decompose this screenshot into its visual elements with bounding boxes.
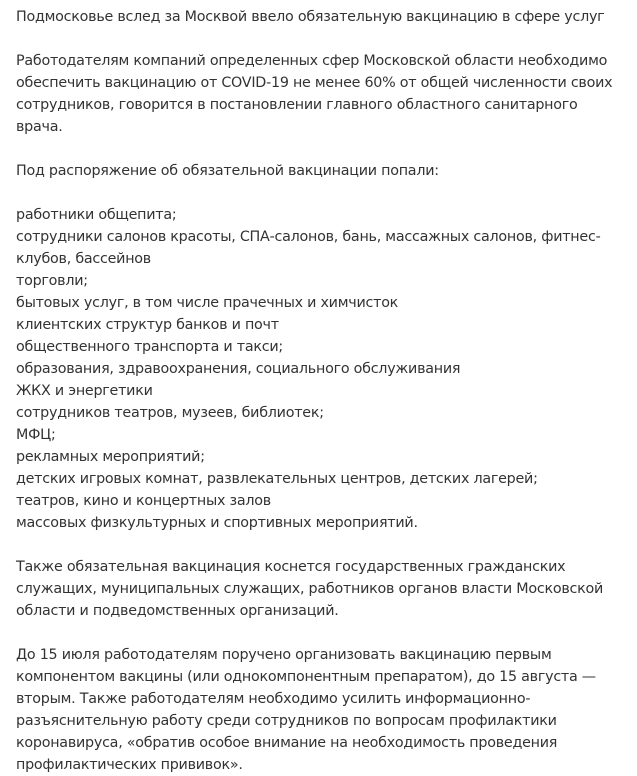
list-item: рекламных мероприятий; bbox=[16, 449, 205, 465]
list-item: образования, здравоохранения, социального обслуживания bbox=[16, 361, 461, 377]
list-item: клиентских структур банков и почт bbox=[16, 317, 279, 333]
list-item: работники общепита; bbox=[16, 207, 177, 223]
officials-paragraph: Также обязательная вакцинация коснется государственных гражданских служащих, муниципальных служащих, работников органов власти Московской области и подведомственных организаций. bbox=[16, 559, 604, 619]
list-item: детских игровых комнат, развлекательных центров, детских лагерей; bbox=[16, 471, 538, 487]
list-item: общественного транспорта и такси; bbox=[16, 339, 283, 355]
list-item: бытовых услуг, в том числе прачечных и химчисток bbox=[16, 295, 399, 311]
list-item: МФЦ; bbox=[16, 427, 56, 443]
vaccination-sectors-list bbox=[16, 204, 621, 534]
article-title: Подмосковье вслед за Москвой ввело обязательную вакцинацию в сфере услуг bbox=[16, 9, 605, 25]
intro-paragraph: Работодателям компаний определенных сфер Московской области необходимо обеспечить вакцинацию от COVID-19 не менее 60% от общей численности своих сотрудников, говорится в постановлении главного областного санитарного врача. bbox=[16, 53, 613, 135]
list-item: ЖКХ и энергетики bbox=[16, 383, 153, 399]
list-item: массовых физкультурных и спортивных мероприятий. bbox=[16, 515, 418, 531]
list-item: сотрудники салонов красоты, СПА-салонов, бань, массажных салонов, фитнес-клубов, бассейнов bbox=[16, 229, 601, 267]
list-item: театров, кино и концертных залов bbox=[16, 493, 271, 509]
deadline-paragraph: До 15 июля работодателям поручено организовать вакцинацию первым компонентом вакцины (или однокомпонентным препаратом), до 15 августа — вторым. Также работодателям необходимо усилить информационно-разъяснительную работу среди сотрудников по вопросам профилактики коронавируса, «обратив особое внимание на необходимость проведения профилактических прививок». bbox=[16, 647, 596, 773]
list-item: сотрудников театров, музеев, библиотек; bbox=[16, 405, 324, 421]
list-heading: Под распоряжение об обязательной вакцинации попали: bbox=[16, 163, 439, 179]
list-item: торговли; bbox=[16, 273, 88, 289]
